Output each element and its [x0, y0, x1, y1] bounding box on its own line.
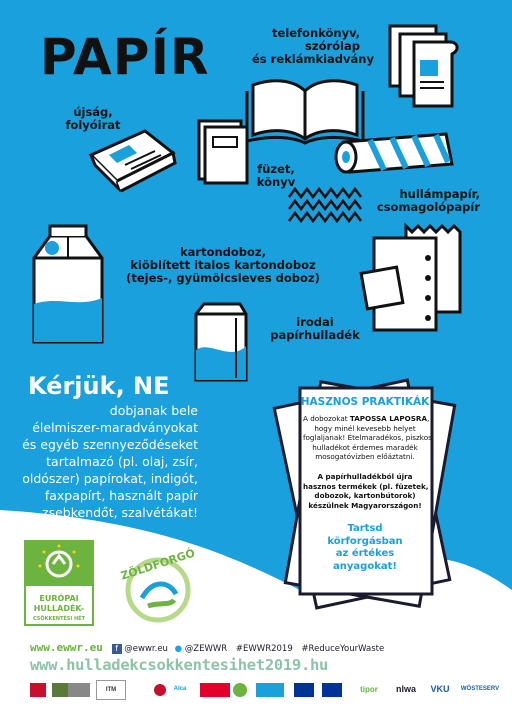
twitter-icon: ●	[174, 644, 183, 654]
label-irodai: irodai papírhulladék	[270, 315, 360, 342]
sponsor-wosteserv: WÖSTESERV	[460, 686, 500, 692]
sponsor-nlwa: nlwa	[395, 684, 416, 694]
notebook-icon	[193, 117, 253, 185]
phonebook-icon	[380, 20, 470, 110]
hashtag-ewwr: #EWWR2019	[235, 644, 293, 654]
sponsor-aica: AIca	[173, 686, 187, 692]
label-ujsag: újság, folyóirat	[65, 105, 121, 132]
warning-title: Kérjük, NE	[28, 372, 170, 400]
twitter-handle[interactable]: @ZEWWR	[184, 644, 228, 654]
milk-carton-icon	[28, 218, 108, 348]
label-kartondoboz: kartondoboz, kiöblített italos kartondoboz (tejes-, gyümölcsleves doboz)	[126, 245, 320, 285]
label-fuzet: füzet, könyv	[256, 162, 296, 189]
ewwr-url[interactable]: www.ewwr.eu	[30, 641, 103, 654]
label-hullampapir: hullámpapír, csomagolópapír	[376, 187, 480, 214]
sponsor-vku: VKU	[430, 684, 450, 694]
tips-paragraph-2: A papírhulladékból újra hasznos termékek (pl. füzetek, dobozok, kartonbútorok) készülnek Magyarországon!	[303, 472, 429, 510]
newspaper-icon	[85, 125, 180, 195]
tips-title: HASZNOS PRAKTIKÁK	[300, 396, 430, 408]
label-telefonkonyv: telefonkönyv, szórólap és reklámkiadvány	[252, 26, 374, 66]
hashtag-reduce: #ReduceYourWaste	[301, 644, 385, 654]
page-title: PAPÍR	[40, 28, 210, 86]
wrapping-roll-icon	[330, 128, 460, 178]
sponsor-logos-row	[30, 680, 360, 700]
zoldforgo-text: ZÖLDFORGÓ	[119, 546, 197, 583]
sponsor-tipor: tipor	[360, 684, 378, 694]
ewwr-logo: EURÓPAI HULLADÉK- CSÖKKENTÉSI HÉT	[24, 540, 94, 626]
juice-box-icon	[190, 300, 250, 385]
tips-paragraph-1: A dobozokat TAPOSSA LAPOSRA, hogy minél kevesebb helyet foglaljanak! Ételmaradékos, piszkos hulladékot érdemes maradék mosogatóvízben előáztatni.	[303, 414, 432, 461]
facebook-icon: f	[112, 644, 122, 654]
sponsor-itm: ITM	[96, 680, 126, 700]
corrugated-paper-icon	[285, 185, 365, 225]
facebook-handle[interactable]: @ewwr.eu	[124, 644, 168, 654]
tips-call-to-action: Tartsd körforgásban az értékes anyagokat!	[327, 523, 403, 572]
social-links	[30, 641, 384, 654]
warning-text: dobjanak bele élelmiszer-maradványokat és egyéb szennyeződéseket tartalmazó (pl. olaj, zsír, oldószer) papírokat, indigót, faxpapírt, használt papír zsebkendőt, szalvétákat!	[22, 403, 198, 520]
website-url[interactable]: www.hulladekcsokkentesihet2019.hu	[30, 656, 329, 674]
ewwr-emblem-icon	[26, 542, 92, 586]
